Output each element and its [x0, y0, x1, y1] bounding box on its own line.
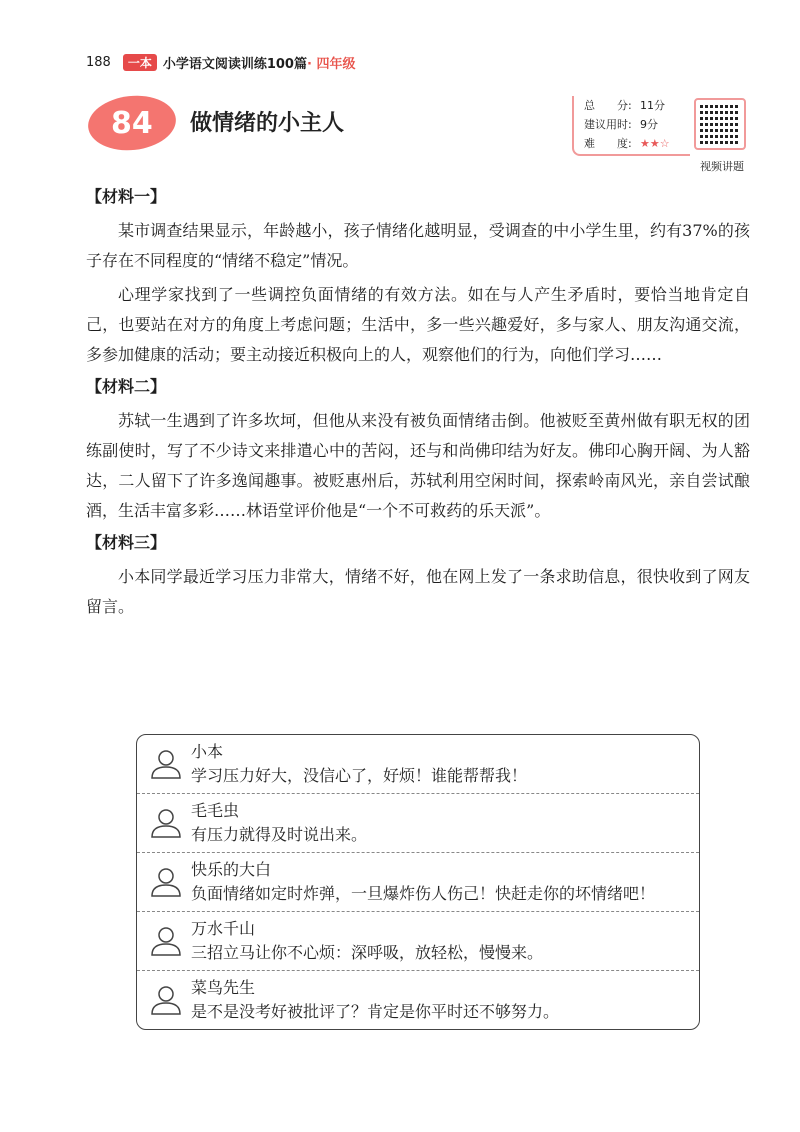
material3-paragraph: 小本同学最近学习压力非常大，情绪不好，他在网上发了一条求助信息，很快收到了网友留言。	[86, 567, 750, 616]
time-row	[584, 115, 690, 134]
chat-text: 学习压力好大，没信心了，好烦！谁能帮帮我！	[191, 766, 528, 785]
lesson-info-box	[572, 96, 690, 156]
chat-text: 负面情绪如定时炸弹，一旦爆炸伤人伤己！快赶走你的坏情绪吧！	[191, 884, 656, 903]
chat-text: 是不是没考好被批评了？肯定是你平时还不够努力。	[191, 1002, 560, 1021]
chat-text: 有压力就得及时说出来。	[191, 825, 368, 844]
chat-username: 毛毛虫	[191, 801, 240, 820]
material1-title: 【材料一】	[86, 187, 167, 206]
time-label: 建议用时:	[584, 118, 632, 131]
material1-paragraph: 心理学家找到了一些调控负面情绪的有效方法。如在与人产生矛盾时，要恰当地肯定自己，也要站在对方的角度上考虑问题；生活中，多一些兴趣爱好，多与家人、朋友沟通交流，多参加健康的活动；要主动接近积极向上的人，观察他们的行为，向他们学习……	[86, 285, 750, 364]
qr-pattern-icon	[700, 104, 740, 144]
chat-message	[137, 735, 699, 794]
user-avatar-icon	[149, 983, 183, 1017]
brand-logo: 一本	[123, 54, 157, 71]
material2-paragraph: 苏轼一生遇到了许多坎坷，但他从来没有被负面情绪击倒。他被贬至黄州做有职无权的团练副使时，写了不少诗文来排遣心中的苦闷，还与和尚佛印结为好友。佛印心胸开阔、为人豁达，二人留下了许多逸闻趣事。被贬惠州后，苏轼利用空闲时间，探索岭南风光，亲自尝试酿酒，生活丰富多彩……林语堂评价他是“一个不可救药的乐天派”。	[86, 411, 750, 520]
chat-username: 快乐的大白	[191, 860, 272, 879]
score-row	[584, 96, 690, 115]
user-avatar-icon	[149, 924, 183, 958]
lesson-title: 做情绪的小主人	[190, 111, 345, 136]
user-avatar-icon	[149, 865, 183, 899]
user-avatar-icon	[149, 806, 183, 840]
book-title: 小学语文阅读训练100篇	[162, 56, 307, 72]
difficulty-row	[584, 134, 690, 153]
score-label: 总 分:	[584, 99, 632, 112]
qr-code[interactable]	[694, 98, 746, 150]
page-header	[86, 52, 355, 72]
score-value: 11分	[640, 99, 665, 112]
chat-message	[137, 971, 699, 1030]
time-value: 9分	[640, 118, 658, 131]
chat-username: 万水千山	[191, 919, 256, 938]
material2-title: 【材料二】	[86, 377, 167, 396]
difficulty-label: 难 度:	[584, 137, 632, 150]
difficulty-stars: ★★☆	[640, 137, 670, 150]
lesson-number: 84	[111, 105, 153, 141]
chat-message	[137, 853, 699, 912]
qr-label: 视频讲题	[700, 160, 744, 173]
lesson-number-badge	[85, 92, 178, 155]
chat-message	[137, 794, 699, 853]
material1-paragraph: 某市调查结果显示，年龄越小，孩子情绪化越明显，受调查的中小学生里，约有37%的孩子存在不同程度的“情绪不稳定”情况。	[86, 221, 750, 270]
chat-text: 三招立马让你不心烦：深呼吸，放轻松，慢慢来。	[191, 943, 544, 962]
material3-title: 【材料三】	[86, 533, 167, 552]
reading-content	[86, 182, 750, 624]
chat-username: 菜鸟先生	[191, 978, 256, 997]
user-avatar-icon	[149, 747, 183, 781]
grade-label: · 四年级	[306, 56, 356, 72]
chat-username: 小本	[191, 742, 224, 761]
page-number: 188	[86, 54, 111, 70]
chat-message-box	[136, 734, 700, 1030]
chat-message	[137, 912, 699, 971]
